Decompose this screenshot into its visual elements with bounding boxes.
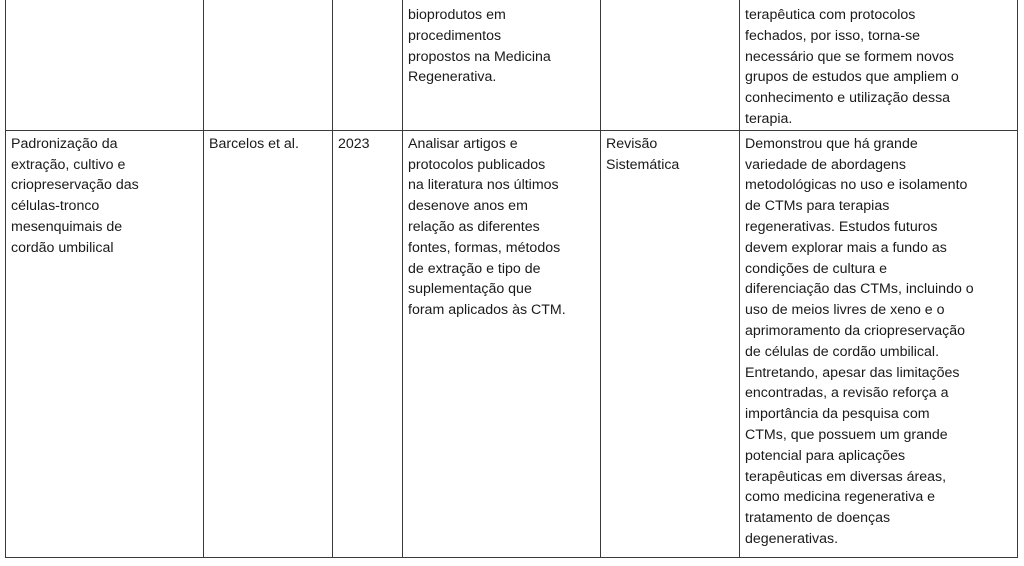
theme-cell [6,0,204,130]
table-row [6,0,1018,130]
table-row [6,130,1018,557]
year-cell: 2023 [333,130,403,557]
conclusion-cell: Demonstrou que há grande variedade de abordagens metodológicas no uso e isolamento de CTMs para terapias regenerativas. Estudos futuros devem explorar mais a fundo as condições de cultura e diferenciação das CTMs, incluindo o uso de meios livres de xeno e o aprimoramento da criopreservação de células de cordão umbilical. Entretando, apesar das limitações encontradas, a revisão reforça a importância da pesquisa com CTMs, que possuem um grande potencial para aplicações terapêuticas em diversas áreas, como medicina regenerativa e tratamento de doenças degenerativas. [740,130,1018,557]
conclusion-cell: terapêutica com protocolos fechados, por isso, torna-se necessário que se formem novos grupos de estudos que ampliem o conhecimento e utilização dessa terapia. [740,0,1018,130]
literature-review-table [5,0,1018,558]
authors-cell: Barcelos et al. [204,130,333,557]
study-type-cell: Revisão Sistemática [601,130,740,557]
objective-cell: Analisar artigos e protocolos publicados na literatura nos últimos desenove anos em relação as diferentes fontes, formas, métodos de extração e tipo de suplementação que foram aplicados às CTM. [403,130,601,557]
objective-cell: bioprodutos em procedimentos propostos na Medicina Regenerativa. [403,0,601,130]
authors-cell [204,0,333,130]
study-type-cell [601,0,740,130]
theme-cell: Padronização da extração, cultivo e criopreservação das células-tronco mesenquimais de cordão umbilical [6,130,204,557]
year-cell [333,0,403,130]
